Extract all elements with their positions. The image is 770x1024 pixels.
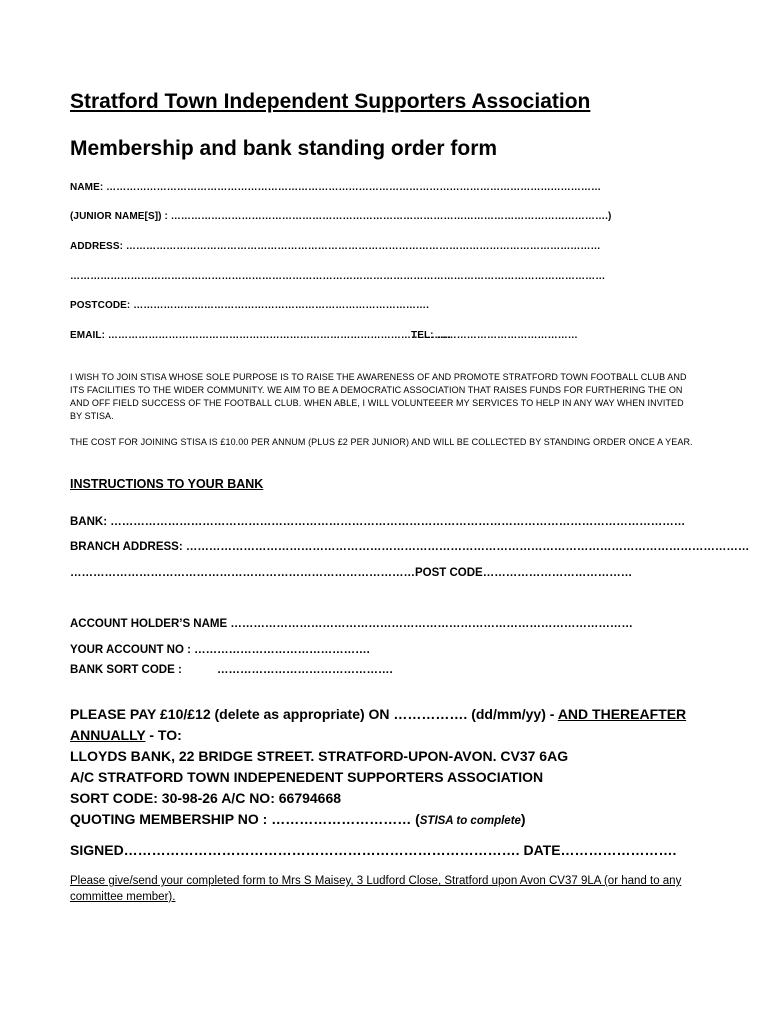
account-number-field[interactable]: YOUR ACCOUNT NO : ………………………………………. xyxy=(70,644,370,656)
address-line-2-field[interactable]: …………………………………………………………………………………………………………………………………………… xyxy=(70,271,606,282)
sort-code-label: BANK SORT CODE : xyxy=(70,664,182,676)
bank-field[interactable]: BANK: …………………………………………………………………………………………………………………………………… xyxy=(70,516,686,528)
bank-instructions-heading: INSTRUCTIONS TO YOUR BANK xyxy=(70,477,264,491)
address-field[interactable]: ADDRESS: …………………………………………………………………………………………………………………………… xyxy=(70,241,601,252)
payment-line-5: QUOTING MEMBERSHIP NO : ………………………… (STISA to complete) xyxy=(70,811,526,827)
membership-statement: I WISH TO JOIN STISA WHOSE SOLE PURPOSE IS TO RAISE THE AWARENESS OF AND PROMOTE STRATFORD TOWN FOOTBALL CLUB AND ITS FACILITIES TO THE WIDER COMMUNITY. WE AIM TO BE A DEMOCRATIC ASSOCIATION THAT RAISES FUNDS FOR FURTHERING THE ON AND OFF FIELD SUCCESS OF THE FOOTBALL CLUB. WHEN ABLE, I WILL VOLUNTEEER MY SERVICES TO HELP IN ANY WAY WHEN INVITED BY STISA. xyxy=(70,372,687,421)
email-field[interactable]: EMAIL: ………………………………………………………………………………………… xyxy=(70,330,452,341)
payment-line-2: LLOYDS BANK, 22 BRIDGE STREET. STRATFORD-UPON-AVON. CV37 6AG xyxy=(70,748,569,764)
branch-postcode-field[interactable]: ………………………………………………………………………………POST CODE………………………………… xyxy=(70,567,633,579)
payment-line-4: SORT CODE: 30-98-26 A/C NO: 66794668 xyxy=(70,790,342,806)
payment-line-3: A/C STRATFORD TOWN INDEPENEDENT SUPPORTERS ASSOCIATION xyxy=(70,769,544,785)
tel-field[interactable]: TEL: …………………………………… xyxy=(411,330,578,341)
junior-name-field[interactable]: (JUNIOR NAME[S]) : ………………………………………………………………………………………………………………….) xyxy=(70,211,612,222)
sort-code-field[interactable]: ………………………………………. xyxy=(217,664,393,676)
name-field[interactable]: NAME: ………………………………………………………………………………………………………………………………… xyxy=(70,182,602,193)
signature-date-line[interactable]: SIGNED…………………………………………………………………………. DATE……………………. xyxy=(70,842,677,858)
payment-instructions xyxy=(70,704,710,832)
cost-statement: THE COST FOR JOINING STISA IS £10.00 PER ANNUM (PLUS £2 PER JUNIOR) AND WILL BE COLLECTED BY STANDING ORDER ONCE A YEAR. xyxy=(70,437,693,447)
account-holder-field[interactable]: ACCOUNT HOLDER’S NAME …………………………………………………………………………………………… xyxy=(70,618,633,630)
page-title: Stratford Town Independent Supporters Association xyxy=(70,90,591,113)
branch-address-field[interactable]: BRANCH ADDRESS: ………………………………………………………………………………………………………………………………… xyxy=(70,541,750,553)
postcode-field[interactable]: POSTCODE: ……………………………………………………………………………. xyxy=(70,300,430,311)
payment-line-1: PLEASE PAY £10/£12 (delete as appropriate) ON ……………. (dd/mm/yy) - AND THEREAFTER ANNUALLY - TO: xyxy=(70,706,687,743)
form-subtitle: Membership and bank standing order form xyxy=(70,137,498,160)
footer-instructions: Please give/send your completed form to Mrs S Maisey, 3 Ludford Close, Stratford upon Avon CV37 9LA (or hand to any committee member). xyxy=(70,875,682,903)
